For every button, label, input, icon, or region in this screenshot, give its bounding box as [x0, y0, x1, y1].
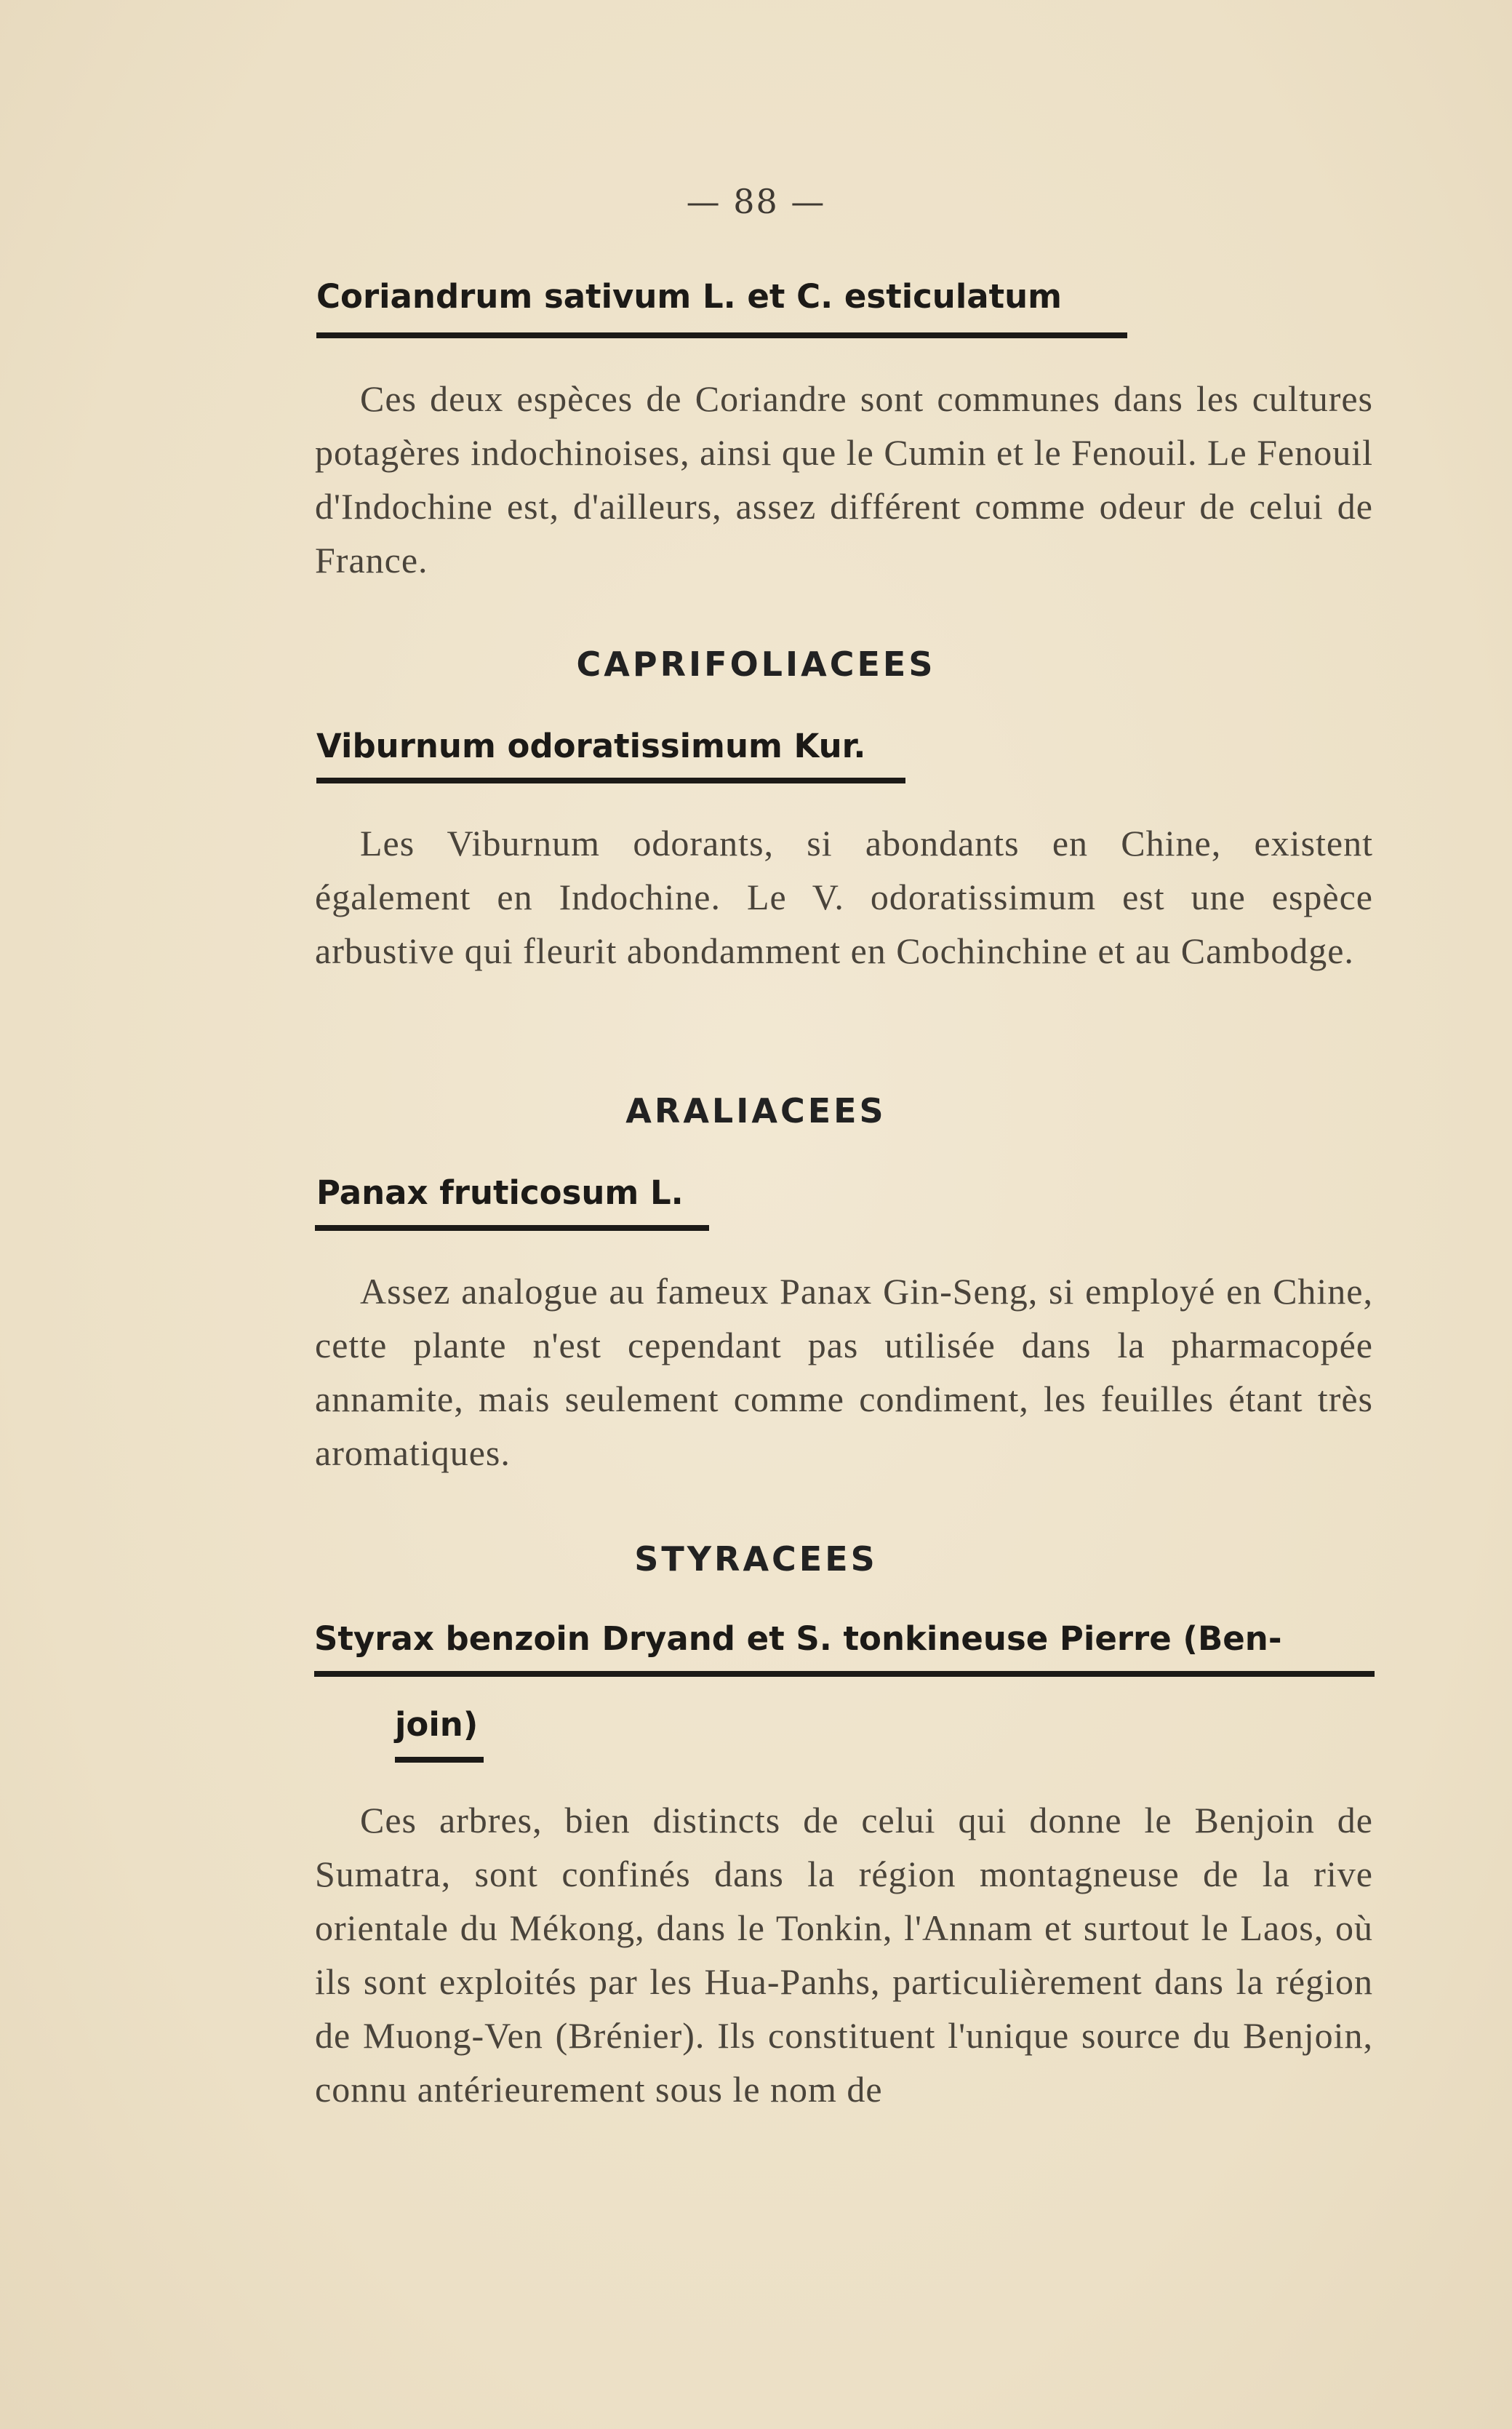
family-heading-styracees: STYRACEES	[634, 1539, 878, 1579]
heading-underline	[316, 332, 1127, 338]
paragraph-viburnum: Les Viburnum odorants, si abondants en Chine, existent également en Indochine. Le V. odoratissimum est une espèce arbustive qui fleurit abondamment en Cochinchine et au Cambodge.	[315, 823, 1373, 971]
heading-underline	[315, 1225, 709, 1231]
family-heading-araliacees: ARALIACEES	[625, 1091, 887, 1130]
family-heading-caprifoliacees: CAPRIFOLIACEES	[576, 645, 936, 684]
species-heading-panax: Panax fruticosum L.	[316, 1173, 684, 1212]
species-heading-coriandrum: Coriandrum sativum L. et C. esticulatum	[316, 277, 1063, 316]
heading-underline	[316, 778, 905, 783]
heading-underline	[314, 1671, 1375, 1677]
species-heading-styrax-continued: join)	[395, 1705, 479, 1744]
paragraph-panax: Assez analogue au fameux Panax Gin-Seng, si employé en Chine, cette plante n'est cependant pas utilisée dans la pharmacopée annamite, mais seulement comme condiment, les feuilles étant très aromatiques.	[315, 1271, 1373, 1473]
heading-underline	[395, 1757, 484, 1763]
species-heading-viburnum: Viburnum odoratissimum Kur.	[316, 727, 866, 765]
paragraph-styrax: Ces arbres, bien distincts de celui qui donne le Benjoin de Sumatra, sont confinés dans la région montagneuse de la rive orientale du Mékong, dans le Tonkin, l'Annam et surtout le Laos, où ils sont exploités par les Hua-Panhs, particulièrement dans la région de Muong-Ven (Brénier). Ils constituent l'unique source du Benjoin, connu antérieurement sous le nom de	[315, 1800, 1373, 2110]
species-heading-styrax: Styrax benzoin Dryand et S. tonkineuse Pierre (Ben-	[314, 1619, 1282, 1658]
paragraph-coriandrum: Ces deux espèces de Coriandre sont communes dans les cultures potagères indochinoises, ainsi que le Cumin et le Fenouil. Le Fenouil d'Indochine est, d'ailleurs, assez différent comme odeur de celui de France.	[315, 378, 1373, 581]
page-number: — 88 —	[686, 182, 826, 221]
